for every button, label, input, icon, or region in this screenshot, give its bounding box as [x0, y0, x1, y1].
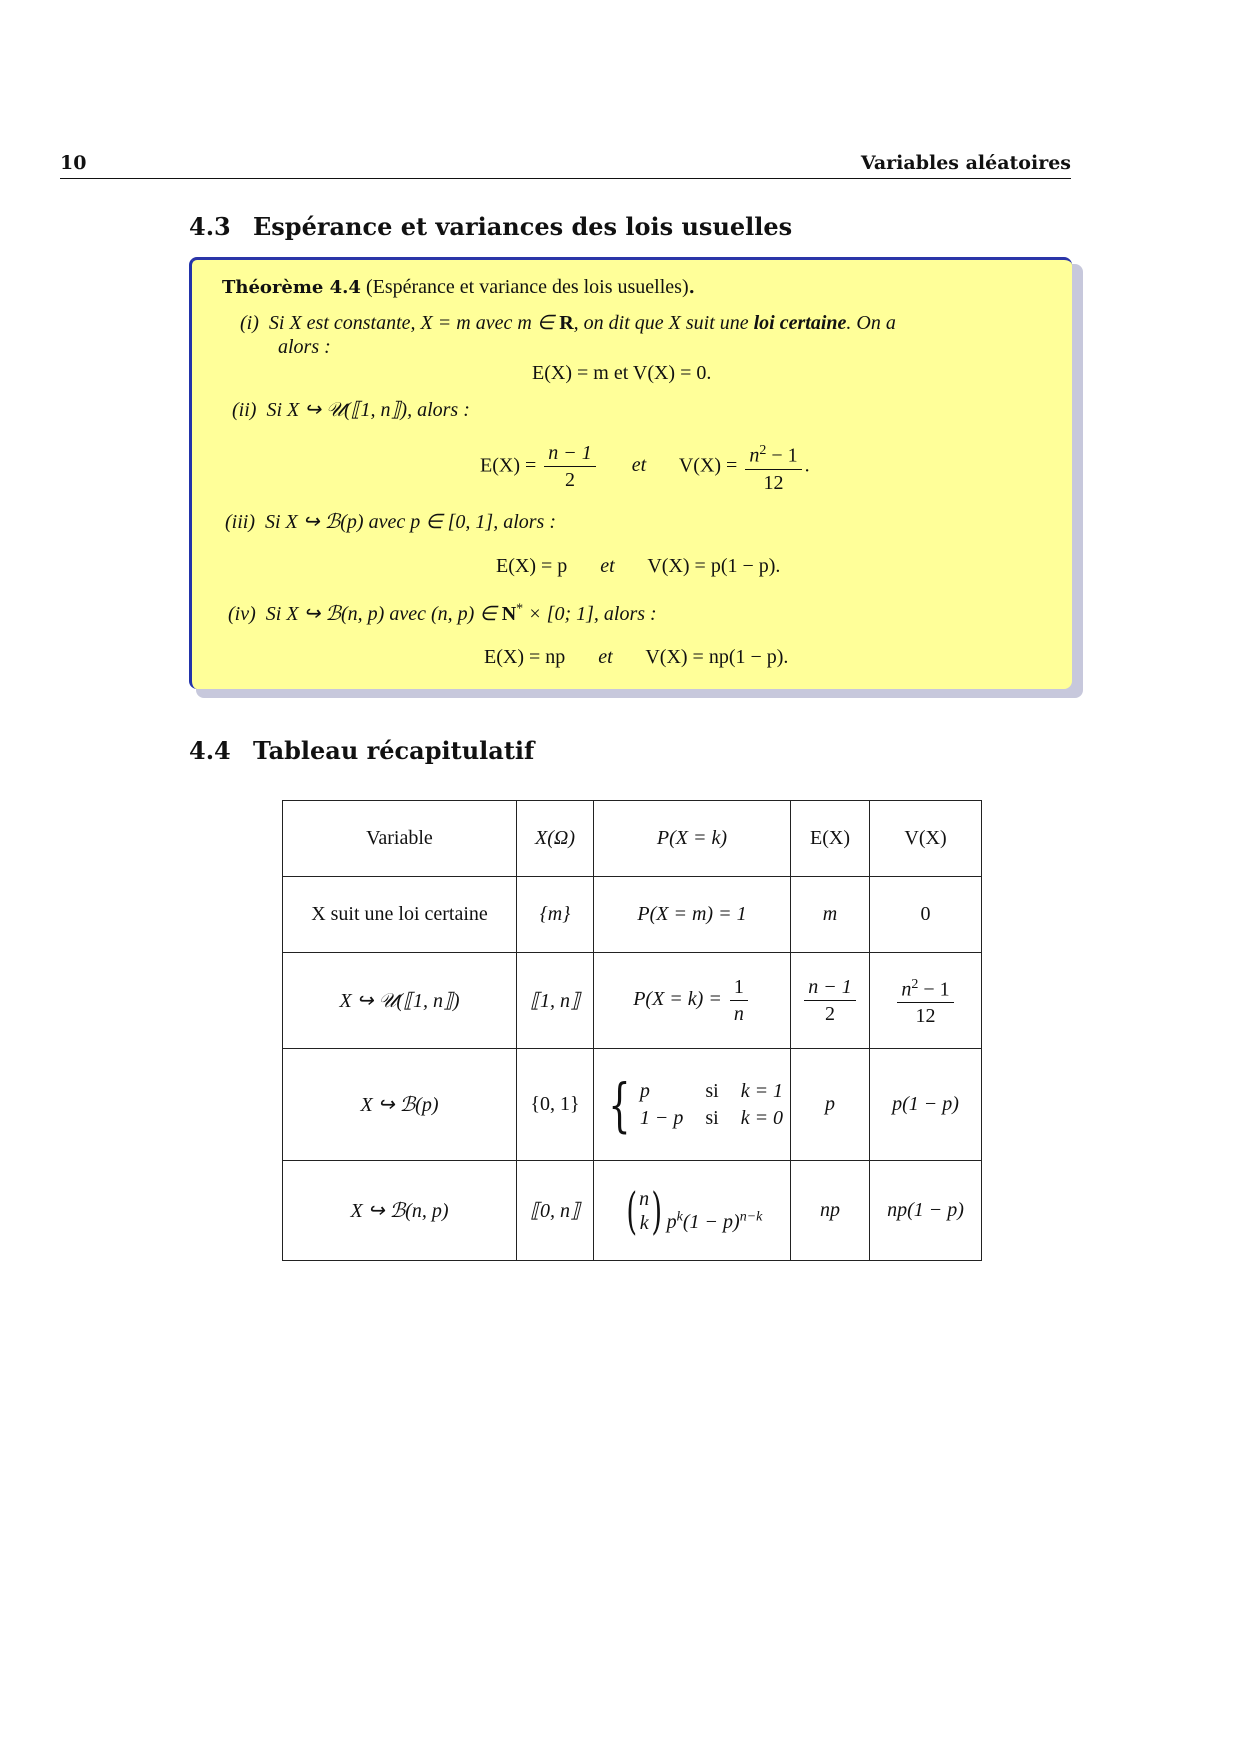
item-iii-text: Si X ↪ ℬ(p) avec p ∈ [0, 1], alors :	[265, 511, 556, 533]
case-condition: k = 0	[740, 1106, 784, 1129]
variance-cell	[870, 953, 982, 1049]
summary-table	[282, 800, 982, 1261]
variance-fraction	[745, 438, 801, 496]
one-minus-p: (1 − p)	[682, 1210, 740, 1233]
variance-fraction	[897, 972, 953, 1030]
law-left: P(X = k) =	[633, 988, 722, 1011]
table-row	[283, 877, 982, 953]
theorem-label: Théorème 4.4	[222, 277, 361, 298]
running-header	[60, 152, 1071, 179]
binomial-variance: V(X) = np(1 − p).	[645, 646, 789, 668]
variance-left: V(X) =	[678, 454, 738, 477]
case-si: si	[705, 1079, 719, 1102]
binom-bottom: k	[639, 1211, 649, 1234]
case-value: p	[639, 1079, 650, 1102]
left-paren: (	[626, 1181, 637, 1240]
table-row	[283, 1049, 982, 1161]
bernoulli-expectation: E(X) = p	[496, 555, 568, 577]
expectation-fraction	[544, 440, 596, 493]
support-cell: ⟦0, n⟧	[517, 1161, 594, 1261]
n-symbol: n	[901, 978, 912, 1001]
frac-denominator: n	[733, 1003, 744, 1025]
expectation-cell	[791, 953, 870, 1049]
case-value: 1 − p	[639, 1106, 684, 1129]
chapter-title: Variables aléatoires	[860, 152, 1071, 174]
variable-cell: X suit une loi certaine	[283, 877, 517, 953]
n-symbol: n	[749, 444, 760, 467]
law-cell	[594, 1161, 791, 1261]
variable-cell: X ↪ 𝒰(⟦1, n⟧)	[283, 953, 517, 1049]
item-i-label: (i)	[240, 312, 259, 334]
et-word: et	[631, 454, 647, 477]
item-iv-text-b: × [0; 1], alors :	[523, 603, 657, 625]
section-title: Espérance et variances des lois usuelles	[253, 212, 793, 241]
variance-cell: p(1 − p)	[870, 1049, 982, 1161]
item-iv-text: Si X ↪ ℬ(n, p) avec (n, p) ∈	[265, 603, 502, 625]
variance-cell: np(1 − p)	[870, 1161, 982, 1261]
section-title: Tableau récapitulatif	[253, 736, 535, 765]
frac-denominator: 2	[565, 469, 576, 492]
item-i-text-b: , on dit que X suit une	[573, 312, 754, 334]
item-ii-formula	[480, 438, 810, 496]
item-i-text-c: . On a	[846, 312, 896, 334]
section-number: 4.3	[189, 212, 231, 241]
frac-denominator: 2	[825, 1003, 835, 1025]
binomial-expectation: E(X) = np	[484, 646, 566, 668]
expectation-fraction	[804, 974, 856, 1027]
frac-numerator: n − 1	[804, 974, 856, 1001]
case-condition: k = 1	[740, 1079, 784, 1102]
theorem-name: (Espérance et variance des lois usuelles)	[365, 276, 689, 298]
header-cell: Variable	[283, 801, 517, 877]
binomial-coefficient	[622, 1181, 667, 1240]
item-i-continuation: alors :	[278, 336, 331, 358]
table-row	[283, 953, 982, 1049]
binom-stack	[639, 1187, 649, 1235]
item-iv-label: (iv)	[228, 603, 256, 625]
variance-cell: 0	[870, 877, 982, 953]
et-word: et	[600, 555, 615, 577]
cases-expression	[601, 1070, 784, 1139]
exponent: 2	[911, 976, 919, 992]
support-cell: ⟦1, n⟧	[517, 953, 594, 1049]
left-brace: {	[608, 1070, 631, 1139]
frac-numerator	[897, 972, 953, 1004]
header-cell: X(Ω)	[517, 801, 594, 877]
header-cell: E(X)	[791, 801, 870, 877]
item-iii	[225, 509, 556, 534]
expectation-cell: np	[791, 1161, 870, 1261]
cases-grid	[640, 1080, 783, 1130]
frac-numerator: 1	[730, 974, 748, 1001]
table-row	[283, 1161, 982, 1261]
item-ii	[232, 397, 470, 422]
period: .	[804, 454, 810, 477]
item-iii-label: (iii)	[225, 511, 255, 533]
header-cell: P(X = k)	[594, 801, 791, 877]
et-word: et	[598, 646, 613, 668]
support-cell: {m}	[517, 877, 594, 953]
variable-cell: X ↪ ℬ(n, p)	[283, 1161, 517, 1261]
bernoulli-variance: V(X) = p(1 − p).	[647, 555, 781, 577]
table-header-row	[283, 801, 982, 877]
n-minus-k-exponent: n−k	[739, 1208, 763, 1224]
item-i-text: Si X est constante, X = m avec m ∈	[268, 312, 560, 334]
frac-numerator	[745, 438, 801, 470]
minus-one: − 1	[766, 444, 798, 467]
law-cell	[594, 1049, 791, 1161]
theorem-title: Théorème 4.4 (Espérance et variance des lois usuelles).	[222, 276, 695, 298]
expectation-left: E(X) =	[480, 454, 537, 477]
exponent: 2	[759, 443, 767, 458]
minus-one: − 1	[918, 978, 950, 1001]
section-heading-4-3	[189, 212, 792, 241]
item-ii-label: (ii)	[232, 399, 257, 421]
variable-cell: X ↪ ℬ(p)	[283, 1049, 517, 1161]
item-iii-formula	[496, 555, 780, 578]
page-number: 10	[60, 152, 87, 174]
item-i-formula: E(X) = m et V(X) = 0.	[532, 362, 712, 384]
item-i	[240, 310, 1040, 335]
theorem-box	[189, 257, 1072, 689]
binom-top: n	[639, 1187, 650, 1210]
section-number: 4.4	[189, 736, 231, 765]
reals-symbol: R	[559, 312, 574, 334]
frac-numerator: n − 1	[544, 440, 596, 467]
section-heading-4-4	[189, 736, 534, 765]
item-iv-formula	[484, 646, 788, 669]
law-fraction	[730, 974, 748, 1027]
k-exponent: k	[676, 1208, 683, 1224]
p-symbol: p	[666, 1210, 677, 1233]
item-ii-text: Si X ↪ 𝒰(⟦1, n⟧), alors :	[266, 399, 470, 421]
right-paren: )	[651, 1181, 663, 1240]
case-si: si	[705, 1106, 719, 1129]
frac-denominator: 12	[915, 1005, 936, 1028]
loi-certaine-term: loi certaine	[753, 312, 847, 334]
expectation-cell: p	[791, 1049, 870, 1161]
law-cell: P(X = m) = 1	[594, 877, 791, 953]
support-cell: {0, 1}	[517, 1049, 594, 1161]
item-iv	[228, 601, 657, 626]
header-cell: V(X)	[870, 801, 982, 877]
star-superscript: *	[516, 601, 524, 617]
law-cell	[594, 953, 791, 1049]
expectation-cell: m	[791, 877, 870, 953]
frac-denominator: 12	[763, 471, 784, 494]
naturals-symbol: N	[501, 603, 517, 625]
